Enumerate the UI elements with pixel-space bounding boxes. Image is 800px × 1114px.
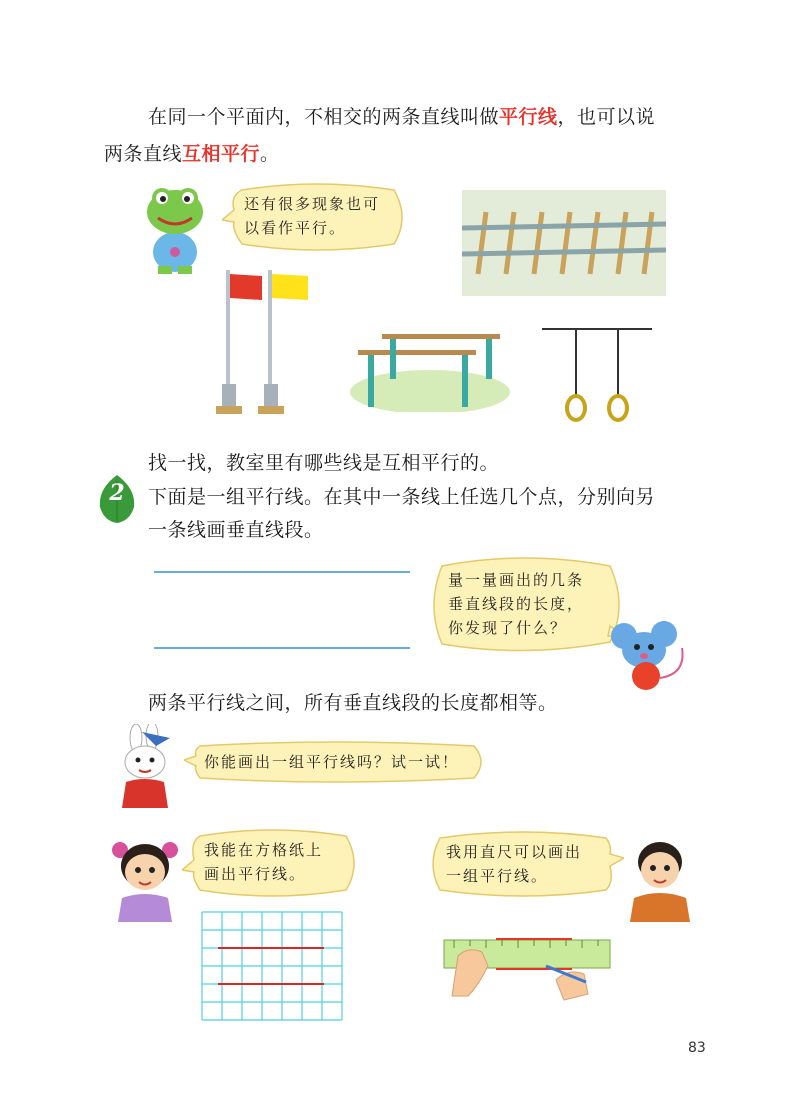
girl-bubble-line-2: 画出平行线。 xyxy=(204,865,307,883)
mouse-character xyxy=(610,618,694,694)
intro-text: 两条直线 xyxy=(104,143,183,165)
term-parallel-lines: 平行线 xyxy=(499,106,558,128)
intro-line-2 xyxy=(104,137,704,171)
rabbit-character xyxy=(112,724,184,814)
intro-text: 。 xyxy=(260,143,280,165)
rabbit-bubble-text: 你能画出一组平行线吗？试一试！ xyxy=(204,753,460,771)
girl-speech-bubble xyxy=(182,828,362,900)
term-mutually-parallel: 互相平行 xyxy=(182,143,261,165)
page-number: 83 xyxy=(688,1040,706,1056)
ruler-drawing-figure xyxy=(438,936,614,1020)
girl-bubble-line-1: 我能在方格纸上 xyxy=(204,841,324,859)
frog-bubble-line-1: 还有很多现象也可 xyxy=(244,195,381,213)
mouse-bubble-line-1: 量一量画出的几条 xyxy=(448,571,585,589)
frog-bubble-line-2: 以看作平行。 xyxy=(244,219,347,237)
boy-bubble-line-2: 一组平行线。 xyxy=(446,867,549,885)
conclusion-text: 两条平行线之间，所有垂直线段的长度都相等。 xyxy=(148,692,558,714)
rabbit-speech-bubble xyxy=(184,740,488,784)
mouse-speech-bubble xyxy=(424,556,630,656)
frog-character xyxy=(140,182,210,274)
boy-character xyxy=(624,832,696,922)
grid-paper-figure xyxy=(200,910,344,1022)
intro-text: ，也可以说 xyxy=(557,106,656,128)
gymnastic-rings-image xyxy=(542,326,654,426)
railway-track-image xyxy=(462,190,666,296)
mouse-bubble-line-2: 垂直线段的长度， xyxy=(448,595,585,613)
intro-text: 在同一个平面内，不相交的两条直线叫做 xyxy=(148,106,500,128)
exercise-line-2: 一条线画垂直线段。 xyxy=(148,519,324,541)
girl-character xyxy=(108,832,182,922)
parallel-bars-image xyxy=(350,328,510,412)
frog-speech-bubble xyxy=(222,182,412,254)
boy-speech-bubble xyxy=(424,830,624,900)
intro-line-1 xyxy=(148,100,748,134)
activity-text: 找一找，教室里有哪些线是互相平行的。 xyxy=(148,452,500,474)
flagpoles-image xyxy=(212,266,312,418)
mouse-bubble-line-3: 你发现了什么？ xyxy=(448,619,568,637)
exercise-line-1: 下面是一组平行线。在其中一条线上任选几个点，分别向另 xyxy=(148,486,656,508)
parallel-lines-figure[interactable] xyxy=(150,568,412,654)
exercise-number: 2 xyxy=(109,480,125,506)
boy-bubble-line-1: 我用直尺可以画出 xyxy=(446,843,583,861)
